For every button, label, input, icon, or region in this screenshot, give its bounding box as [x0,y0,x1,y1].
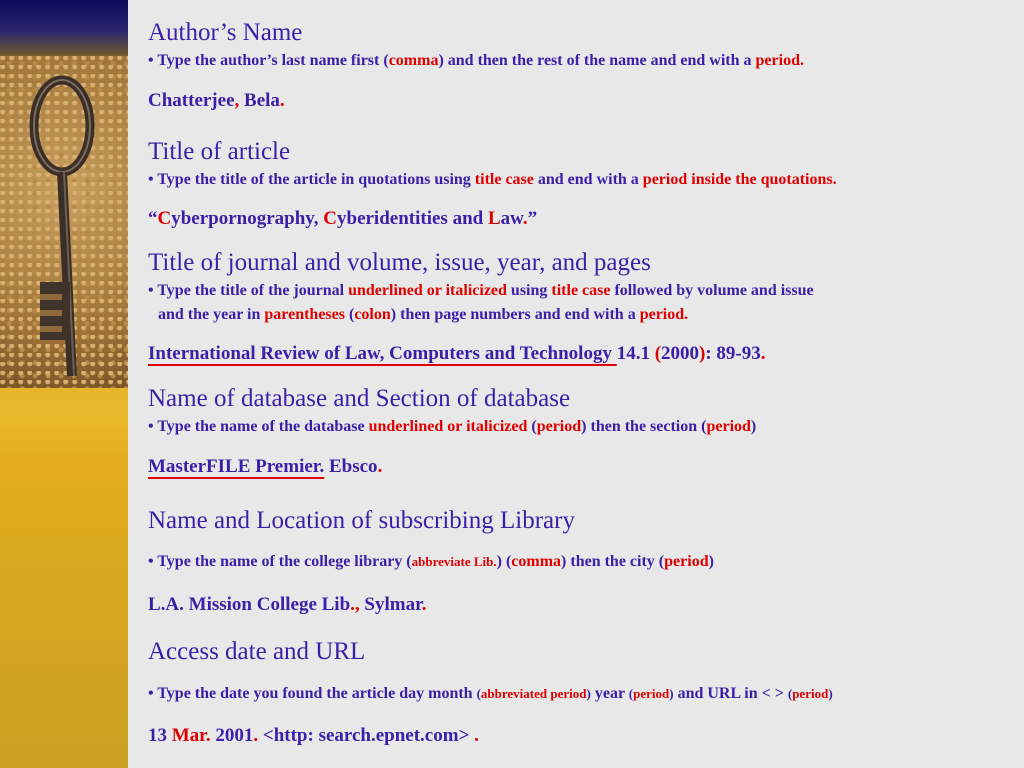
instruction-title: • Type the title of the article in quotations using title case and end with a period inside the quotations. [148,171,837,188]
decorative-sidebar [0,0,128,768]
instruction-author: • Type the author’s last name first (comma) and then the rest of the name and end with a period. [148,52,804,69]
section-heading-access: Access date and URL [148,638,366,665]
example-author: Chatterjee, Bela. [148,90,285,111]
instruction-journal-line2: and the year in parentheses (colon) then page numbers and end with a period. [158,306,689,323]
example-access: 13 Mar. 2001. <http: search.epnet.com> . [148,725,479,746]
key-photo [0,56,128,388]
instruction-journal-line1: • Type the title of the journal underlined or italicized using title case followed by volume and issue [148,282,814,299]
instruction-access: • Type the date you found the article day month (abbreviated period) year (period) and URL in < > (period) [148,685,833,702]
database-name-underlined: MasterFILE Premier. [148,456,325,477]
example-database: MasterFILE Premier. Ebsco. [148,456,383,477]
example-library: L.A. Mission College Lib., Sylmar. [148,594,427,615]
journal-title-underlined: International Review of Law, Computers and Technology [148,343,617,364]
section-heading-database: Name of database and Section of database [148,385,571,412]
section-heading-library: Name and Location of subscribing Library [148,507,575,534]
key-icon [0,56,128,388]
example-title: “Cyberpornography, Cyberidentities and Law.” [148,208,538,229]
section-heading-title: Title of article [148,138,291,165]
example-journal: International Review of Law, Computers and Technology 14.1 (2000): 89-93. [148,343,766,364]
section-heading-author: Author’s Name [148,19,303,46]
section-heading-journal: Title of journal and volume, issue, year, and pages [148,249,651,276]
instruction-library: • Type the name of the college library (abbreviate Lib.) (comma) then the city (period) [148,553,714,570]
instruction-database: • Type the name of the database underlined or italicized (period) then the section (period) [148,418,757,435]
